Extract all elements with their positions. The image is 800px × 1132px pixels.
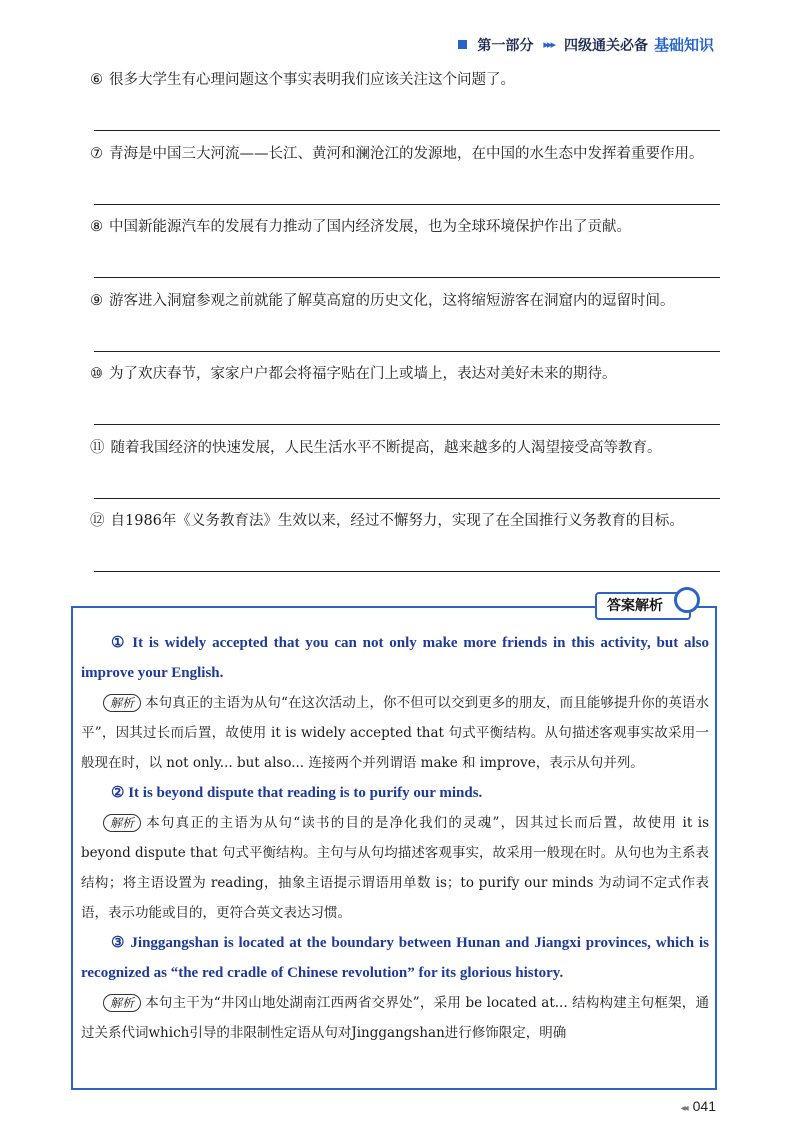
square-icon	[458, 40, 467, 49]
question-item	[90, 291, 720, 365]
question-item	[90, 144, 720, 218]
question-number: ⑪	[90, 439, 105, 456]
arrows-icon: ◂◂	[680, 1103, 687, 1114]
question-item	[90, 511, 720, 585]
answer-line	[94, 130, 720, 131]
header-section: 四级通关必备	[563, 37, 648, 54]
answer-line	[94, 204, 720, 205]
question-text: 中国新能源汽车的发展有力推动了国内经济发展，也为全球环境保护作出了贡献。	[109, 219, 631, 235]
answer-line	[94, 571, 720, 572]
question-text: 自1986年《义务教育法》生效以来，经过不懈努力，实现了在全国推行义务教育的目标。	[110, 513, 684, 529]
analysis-label: 解析	[103, 994, 141, 1012]
answer-english: ① It is widely accepted that you can not only make more friends in this activity, but also improve your English.	[81, 635, 709, 681]
header-highlight: 基础知识	[653, 36, 714, 54]
answer-analysis: 解析 本句真正的主语为从句“在这次活动上，你不但可以交到更多的朋友，而且能够提升你的英语水平”，因其过长而后置，故使用 it is widely accepted that 句式平衡结构。从句描述客观事实故采用一般现在时，以 not only... but also... 连接两个并列谓语 make 和 improve，表示从句并列。	[81, 695, 709, 771]
answer-line	[94, 498, 720, 499]
answer-line	[94, 277, 720, 278]
question-number: ⑥	[90, 72, 103, 88]
question-number: ⑫	[90, 513, 105, 529]
question-list	[90, 70, 720, 585]
answer-tag	[595, 592, 691, 620]
answer-english: ③ Jinggangshan is located at the boundary between Hunan and Jiangxi provinces, which is recognized as “the red cradle of Chinese revolution” for its glorious history.	[81, 935, 709, 981]
question-item	[90, 438, 720, 512]
running-header	[458, 34, 714, 55]
analysis-label: 解析	[103, 694, 141, 712]
question-number: ⑩	[90, 366, 103, 382]
answer-content	[81, 628, 709, 1048]
question-number: ⑨	[90, 292, 103, 309]
question-item	[90, 364, 720, 438]
question-text: 很多大学生有心理问题这个事实表明我们应该关注这个问题了。	[109, 72, 515, 88]
question-text: 随着我国经济的快速发展，人民生活水平不断提高，越来越多的人渴望接受高等教育。	[110, 439, 662, 456]
answer-analysis: 解析 本句主干为“井冈山地处湖南江西两省交界处”，采用 be located at... 结构构建主句框架，通过关系代词which引导的非限制性定语从句对Jinggangshan进行修饰限定，明确	[81, 995, 709, 1041]
question-item	[90, 70, 720, 144]
question-text: 游客进入洞窟参观之前就能了解莫高窟的历史文化，这将缩短游客在洞窟内的逗留时间。	[109, 292, 675, 309]
answer-english: ② It is beyond dispute that reading is to purify our minds.	[111, 785, 483, 801]
answer-analysis: 解析 本句真正的主语为从句“读书的目的是净化我们的灵魂”，因其过长而后置，故使用 it is beyond dispute that 句式平衡结构。主句与从句均描述客观事实，故采用一般现在时。从句也为主系表结构；将主语设置为 reading，抽象主语提示谓语用单数 is；to purify our minds 为动词不定式作表语，表示功能或目的，更符合英文表达习惯。	[81, 815, 709, 921]
answer-line	[94, 424, 720, 425]
circle-icon	[674, 587, 700, 613]
question-item	[90, 217, 720, 291]
question-number: ⑦	[90, 145, 103, 162]
arrows-icon: ▸▸▸	[543, 38, 554, 51]
question-text: 青海是中国三大河流——长江、黄河和澜沧江的发源地，在中国的水生态中发挥着重要作用。	[109, 145, 704, 162]
page-number: ◂◂ 041	[680, 1098, 716, 1114]
header-part: 第一部分	[477, 37, 534, 54]
question-number: ⑧	[90, 219, 103, 235]
answer-tag-label: 答案解析	[607, 598, 663, 614]
answer-line	[94, 351, 720, 352]
analysis-label: 解析	[103, 814, 141, 832]
question-text: 为了欢庆春节，家家户户都会将福字贴在门上或墙上，表达对美好未来的期待。	[109, 366, 617, 382]
